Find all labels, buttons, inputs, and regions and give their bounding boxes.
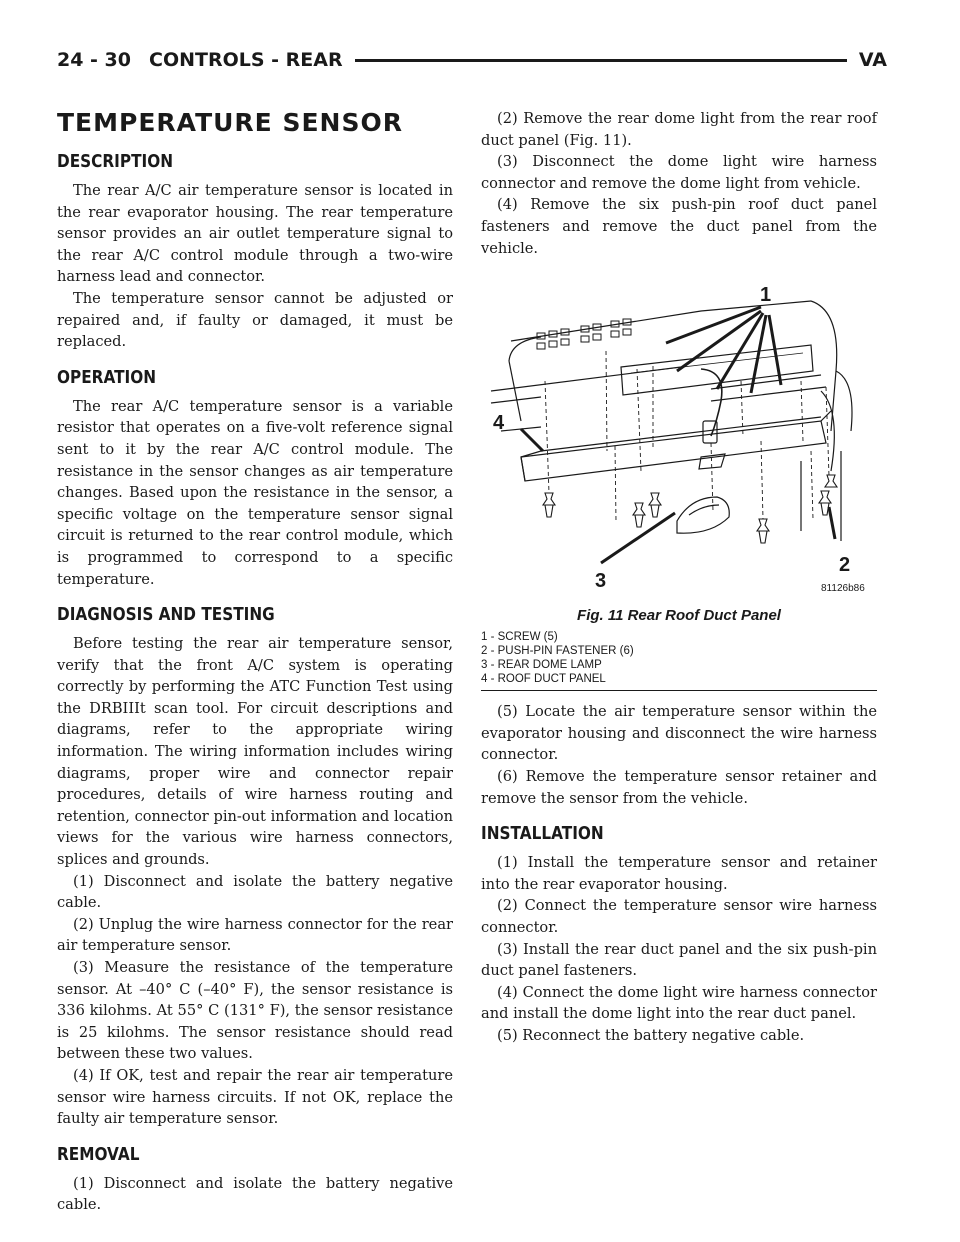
removal-step: (2) Remove the rear dome light from the rear roof duct panel (Fig. 11). xyxy=(481,110,877,149)
diagnosis-step: (1) Disconnect and isolate the battery negative cable. xyxy=(57,872,453,912)
installation-heading: INSTALLATION xyxy=(481,823,604,845)
diagnosis-heading: DIAGNOSIS AND TESTING xyxy=(57,604,275,626)
legend-rule xyxy=(481,690,877,691)
removal-step: (5) Locate the air temperature sensor within the evaporator housing and disconnect the wire harness connector. xyxy=(481,703,877,764)
figure-title: Fig. 11 Rear Roof Duct Panel xyxy=(577,607,781,625)
description-paragraph: The temperature sensor cannot be adjusted or repaired and, if faulty or damaged, it must be replaced. xyxy=(57,289,453,351)
diagnosis-step: (2) Unplug the wire harness connector for the rear air temperature sensor. xyxy=(57,915,453,955)
operation-paragraph: The rear A/C temperature sensor is a variable resistor that operates on a five-volt reference signal sent to it by the rear A/C control module. The resistance in the sensor changes as air temperature changes. Based upon the resistance in the sensor, a specific voltage on the temperature sensor signal circuit is returned to the rear control module, which is programmed to correspond to a specific temperature. xyxy=(57,397,453,588)
operation-heading: OPERATION xyxy=(57,366,157,388)
page-header xyxy=(57,46,887,74)
header-rule xyxy=(355,59,847,62)
callout-1: 1 xyxy=(760,284,772,307)
model-code: VA xyxy=(858,49,887,71)
legend-item: 1 - SCREW (5) xyxy=(481,631,558,644)
callout-3: 3 xyxy=(595,570,607,593)
diagnosis-step: (3) Measure the resistance of the temperature sensor. At –40° C (–40° F), the sensor resistance is 336 kilohms. At 55° C (131° F), the sensor resistance is 25 kilohms. The sensor resistance should read between these two values. xyxy=(57,959,453,1063)
diagnosis-paragraph: Before testing the rear air temperature sensor, verify that the front A/C system is operating correctly by performing the ATC Function Test using the DRBIIIt scan tool. For circuit descriptions and diagrams, refer to the appropriate wiring information. The wiring information includes wiring diagrams, proper wire and connector repair procedures, details of wire harness routing and retention, connector pin-out information and location views for the various wire harness connectors, splices and grounds. xyxy=(57,635,453,869)
left-column xyxy=(57,108,453,1216)
removal-step: (1) Disconnect and isolate the battery negative cable. xyxy=(57,1174,453,1214)
legend-item: 3 - REAR DOME LAMP xyxy=(481,659,602,672)
callout-2: 2 xyxy=(839,554,851,577)
installation-step: (3) Install the rear duct panel and the six push-pin duct panel fasteners. xyxy=(481,940,877,980)
installation-step: (1) Install the temperature sensor and retainer into the rear evaporator housing. xyxy=(481,854,877,893)
removal-step: (4) Remove the six push-pin roof duct panel fasteners and remove the duct panel from the vehicle. xyxy=(481,196,877,257)
figure-11 xyxy=(481,271,877,691)
callout-4: 4 xyxy=(493,412,505,435)
right-column xyxy=(481,108,877,1046)
installation-step: (4) Connect the dome light wire harness connector and install the dome light into the rear duct panel. xyxy=(481,983,877,1023)
figure-legend xyxy=(481,630,877,686)
removal-heading: REMOVAL xyxy=(57,1143,140,1165)
description-heading: DESCRIPTION xyxy=(57,151,174,172)
description-paragraph: The rear A/C air temperature sensor is located in the rear evaporator housing. The rear temperature sensor provides an air outlet temperature signal to the rear A/C control module through a two-wire harness lead and connector. xyxy=(57,182,453,286)
installation-step: (2) Connect the temperature sensor wire harness connector. xyxy=(481,897,877,936)
page-number: 24 - 30 xyxy=(57,49,131,71)
legend-item: 4 - ROOF DUCT PANEL xyxy=(481,673,606,686)
diagnosis-step: (4) If OK, test and repair the rear air temperature sensor wire harness circuits. If not OK, replace the faulty air temperature sensor. xyxy=(57,1066,453,1128)
section-title: CONTROLS - REAR xyxy=(149,49,343,71)
page-title: TEMPERATURE SENSOR xyxy=(57,108,403,137)
legend-item: 2 - PUSH-PIN FASTENER (6) xyxy=(481,645,634,658)
figure-code: 81126b86 xyxy=(821,583,865,595)
removal-step: (3) Disconnect the dome light wire harness connector and remove the dome light from vehicle. xyxy=(481,153,877,192)
roof-duct-panel-illustration xyxy=(481,271,877,607)
removal-step: (6) Remove the temperature sensor retainer and remove the sensor from the vehicle. xyxy=(481,767,877,807)
installation-step: (5) Reconnect the battery negative cable. xyxy=(497,1026,805,1044)
